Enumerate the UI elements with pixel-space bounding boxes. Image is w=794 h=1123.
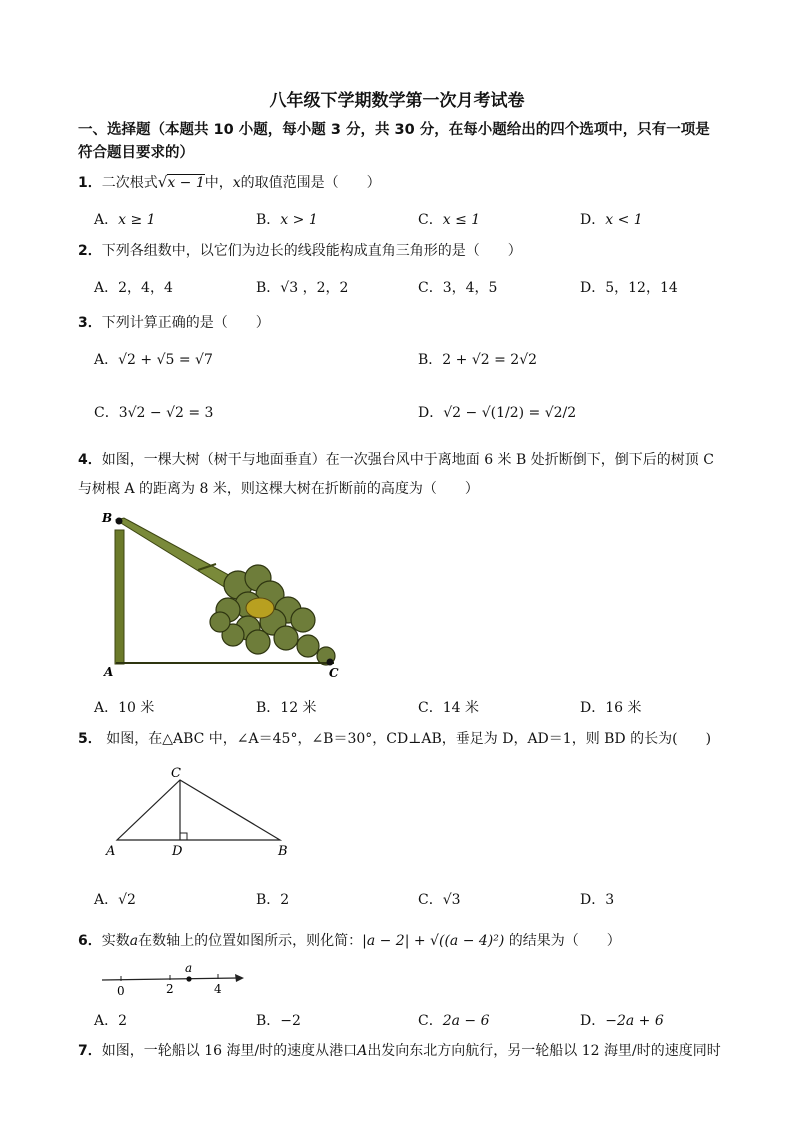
option-value: 16 米 — [605, 700, 642, 716]
option-value: x > 1 — [280, 212, 318, 228]
question-2 — [78, 240, 522, 260]
option-label: D． — [580, 212, 606, 228]
option-value: 3√2 − √2 = 3 — [118, 405, 214, 421]
question-7 — [78, 1040, 721, 1060]
option-value: 10 米 — [118, 700, 155, 716]
option-label: A． — [94, 212, 119, 228]
question-text: 二次根式 — [101, 175, 158, 191]
option-value: 3，4，5 — [442, 280, 498, 296]
option-value: x < 1 — [605, 212, 643, 228]
option-value: −2 — [280, 1013, 301, 1029]
option-label: A． — [94, 1013, 119, 1029]
q1-option-b[interactable] — [256, 209, 318, 229]
question-text: 在数轴上的位置如图所示，则化简： — [138, 933, 363, 949]
option-value: √3 — [442, 892, 461, 908]
option-value: 2 — [280, 892, 290, 908]
question-text: 的结果为（ ） — [504, 933, 621, 949]
option-value: 3 — [605, 892, 615, 908]
question-number: 2． — [78, 243, 102, 259]
point-label-a: a — [185, 961, 193, 975]
section-header-line2: 符合题目要求的） — [78, 145, 194, 161]
q3-option-d[interactable] — [418, 402, 576, 422]
q5-option-a[interactable] — [94, 889, 136, 909]
q4-option-a[interactable] — [94, 697, 154, 717]
question-4-line1 — [78, 449, 714, 469]
q3-option-a[interactable] — [94, 349, 213, 369]
q6-option-c[interactable] — [418, 1010, 490, 1030]
number-line-figure — [98, 960, 248, 1000]
option-label: D． — [418, 405, 444, 421]
math-var: A — [357, 1043, 368, 1059]
math-var: x — [232, 175, 241, 191]
option-value: −2a + 6 — [605, 1013, 664, 1029]
option-value: 14 米 — [442, 700, 479, 716]
option-label: D． — [580, 280, 606, 296]
option-value: 2 + √2 = 2√2 — [442, 352, 538, 368]
radical-sign: √ — [157, 173, 168, 191]
question-text: 下列各组数中，以它们为边长的线段能构成直角三角形的是（ ） — [101, 243, 522, 259]
option-value: √2 + √5 = √7 — [118, 352, 213, 368]
option-value: x ≤ 1 — [442, 212, 481, 228]
question-number: 6． — [78, 933, 102, 949]
label-c: C — [329, 666, 339, 680]
q6-option-a[interactable] — [94, 1010, 127, 1030]
label-b: B — [278, 844, 288, 859]
option-label: A． — [94, 892, 119, 908]
option-label: B． — [256, 700, 281, 716]
question-text: 如图，在△ABC 中，∠A＝45°，∠B＝30°，CD⊥AB，垂足为 D，AD＝1，则 BD 的长为( ) — [101, 731, 712, 747]
option-label: D． — [580, 700, 606, 716]
option-value: √3 ，2，2 — [280, 280, 349, 296]
q3-option-b[interactable] — [418, 349, 537, 369]
option-value: x ≥ 1 — [118, 212, 156, 228]
option-value: 2a − 6 — [442, 1013, 490, 1029]
label-c: C — [171, 766, 181, 781]
foliage-highlight — [246, 598, 274, 618]
q6-option-d[interactable] — [580, 1010, 664, 1030]
label-b: B — [102, 511, 113, 525]
question-number: 3． — [78, 315, 102, 331]
q1-option-d[interactable] — [580, 209, 643, 229]
option-label: C． — [418, 892, 443, 908]
broken-tree-figure — [98, 510, 348, 682]
q1-option-a[interactable] — [94, 209, 156, 229]
q2-option-a[interactable] — [94, 277, 173, 297]
label-d: D — [172, 844, 183, 859]
question-number: 7． — [78, 1043, 102, 1059]
option-label: B． — [256, 212, 281, 228]
q5-option-b[interactable] — [256, 889, 289, 909]
section-header-line1: 一、选择题（本题共 10 小题，每小题 3 分，共 30 分，在每小题给出的四个选项中，只有一项是 — [78, 122, 710, 138]
option-label: C． — [94, 405, 119, 421]
option-label: A． — [94, 352, 119, 368]
math-expression: |a − 2| + √((a − 4)²) — [362, 933, 505, 949]
question-text: 如图，一轮船以 16 海里/时的速度从港口 — [101, 1043, 358, 1059]
option-label: A． — [94, 700, 119, 716]
label-a: A — [106, 844, 116, 859]
question-text: 如图，一棵大树（树干与地面垂直）在一次强台风中于离地面 6 米 B 处折断倒下，倒下后的树顶 C — [101, 452, 714, 468]
option-label: B． — [418, 352, 443, 368]
option-label: C． — [418, 700, 443, 716]
option-value: 2 — [118, 1013, 128, 1029]
option-value: 5，12，14 — [605, 280, 678, 296]
q4-option-c[interactable] — [418, 697, 479, 717]
q5-option-c[interactable] — [418, 889, 461, 909]
option-label: B． — [256, 1013, 281, 1029]
question-text: 实数 — [101, 933, 130, 949]
option-label: D． — [580, 1013, 606, 1029]
question-3 — [78, 312, 270, 332]
radicand: x − 1 — [167, 175, 205, 191]
option-value: 12 米 — [280, 700, 317, 716]
option-label: B． — [256, 280, 281, 296]
question-number: 1． — [78, 175, 102, 191]
tick-label-0: 0 — [117, 984, 125, 998]
question-text: 中， — [204, 175, 233, 191]
point-c — [327, 659, 334, 666]
q1-option-c[interactable] — [418, 209, 480, 229]
option-label: C． — [418, 212, 443, 228]
point-b — [116, 518, 123, 525]
option-value: √2 − √(1/2) = √2/2 — [443, 405, 577, 421]
point-a — [186, 976, 191, 981]
q6-option-b[interactable] — [256, 1010, 301, 1030]
q5-option-d[interactable] — [580, 889, 614, 909]
tick-label-2: 2 — [166, 982, 174, 996]
question-text: 出发向东北方向航行，另一轮船以 12 海里/时的速度同时 — [367, 1043, 721, 1059]
option-label: C． — [418, 280, 443, 296]
triangle-figure — [100, 762, 300, 862]
question-number: 5． — [78, 731, 102, 747]
option-value: 2，4，4 — [118, 280, 173, 296]
right-angle-mark — [180, 833, 187, 840]
question-1 — [78, 172, 381, 192]
option-label: B． — [256, 892, 281, 908]
option-label: C． — [418, 1013, 443, 1029]
question-6 — [78, 930, 621, 950]
q4-option-b[interactable] — [256, 697, 317, 717]
question-4-line2: 与树根 A 的距离为 8 米，则这棵大树在折断前的高度为（ ） — [78, 481, 479, 497]
option-label: A． — [94, 280, 119, 296]
option-label: D． — [580, 892, 606, 908]
q3-option-c[interactable] — [94, 402, 213, 422]
math-var: a — [129, 933, 139, 949]
tick-label-4: 4 — [214, 982, 222, 996]
question-number: 4． — [78, 452, 102, 468]
triangle-abc — [117, 780, 280, 840]
q4-option-d[interactable] — [580, 697, 642, 717]
q2-option-d[interactable] — [580, 277, 678, 297]
option-value: √2 — [118, 892, 136, 908]
label-a: A — [104, 665, 114, 679]
q2-option-c[interactable] — [418, 277, 497, 297]
question-text: 下列计算正确的是（ ） — [101, 315, 270, 331]
question-5 — [78, 728, 711, 748]
tree-trunk — [115, 530, 124, 664]
q2-option-b[interactable] — [256, 277, 348, 297]
page-title: 八年级下学期数学第一次月考试卷 — [269, 91, 525, 111]
axis-arrow — [235, 974, 244, 982]
question-text: 的取值范围是（ ） — [240, 175, 381, 191]
